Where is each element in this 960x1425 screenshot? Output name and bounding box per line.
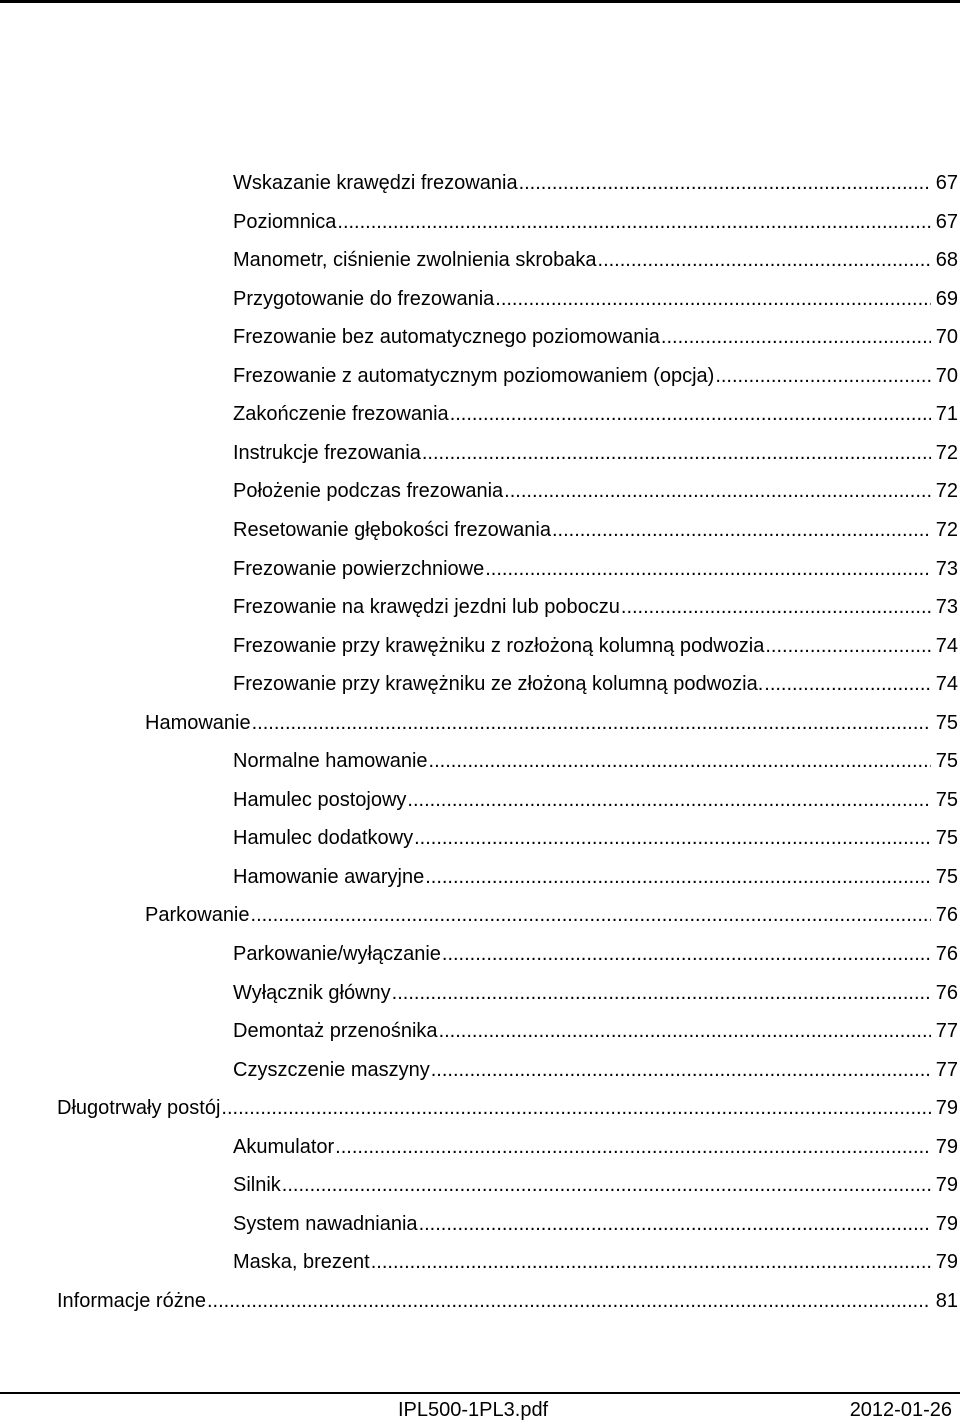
toc-dot-leader [252,704,931,743]
toc-entry-page-number: 75 [935,750,958,773]
toc-entry-page-number: 73 [935,596,958,619]
toc-dot-leader [442,935,931,974]
page-footer [0,1392,960,1425]
toc-entry-page-number: 67 [935,172,958,194]
toc-dot-leader [335,1128,931,1167]
toc-entry[interactable] [233,1128,958,1167]
toc-dot-leader [598,241,931,280]
toc-entry[interactable] [233,781,958,820]
toc-entry-page-number: 75 [935,711,958,734]
toc-entry[interactable] [233,1205,958,1244]
toc-entry-page-number: 73 [935,557,958,580]
toc-entry-page-number: 79 [935,1174,958,1197]
toc-entry-page-number: 74 [935,634,958,657]
toc-entry-title: Resetowanie głębokości frezowania [233,518,551,541]
toc-entry-page-number: 69 [935,287,958,310]
toc-dot-leader [251,896,931,935]
toc-entry-page-number: 79 [935,1251,958,1274]
toc-entry-title: Normalne hamowanie [233,750,428,773]
toc-entry-page-number: 68 [935,249,958,272]
toc-entry-title: Frezowanie przy krawężniku ze złożoną kolumną podwozia. [233,673,764,696]
toc-entry-page-number: 74 [935,673,958,696]
toc-entry-title: Manometr, ciśnienie zwolnienia skrobaka [233,249,597,272]
toc-entry-title: Przygotowanie do frezowania [233,287,495,310]
toc-dot-leader [425,858,931,897]
toc-entry-title: Frezowanie na krawędzi jezdni lub poboczu [233,596,620,619]
footer-date: 2012-01-26 [849,1399,952,1421]
toc-entry-title: Zakończenie frezowania [233,403,449,426]
toc-entry-page-number: 79 [935,1135,958,1158]
toc-entry-title: Wskazanie krawędzi frezowania [233,172,518,194]
toc-entry[interactable] [233,1051,958,1090]
toc-entry-title: Położenie podczas frezowania [233,480,504,503]
toc-entry-page-number: 76 [935,943,958,965]
toc-entry-page-number: 79 [935,1097,958,1120]
toc-entry-page-number: 70 [935,364,958,387]
toc-entry[interactable] [233,395,958,434]
toc-entry[interactable] [145,704,958,743]
toc-entry-title: System nawadniania [233,1212,418,1235]
toc-entry-title: Parkowanie/wyłączanie [233,943,441,965]
toc-dot-leader [414,819,931,858]
toc-entry-title: Hamowanie awaryjne [233,865,425,888]
toc-entry-title: Frezowanie bez automatycznego poziomowania [233,326,660,349]
toc-entry-title: Długotrwały postój [57,1097,221,1120]
toc-entry[interactable] [233,318,958,357]
toc-entry[interactable] [233,627,958,666]
toc-entry[interactable] [57,1282,958,1321]
toc-entry[interactable] [233,511,958,550]
toc-dot-leader [504,472,931,511]
toc-entry-title: Poziomnica [233,210,337,233]
toc-entry-page-number: 76 [935,904,958,927]
toc-entry[interactable] [233,472,958,511]
toc-dot-leader [439,1012,931,1051]
toc-entry-page-number: 75 [935,827,958,850]
toc-entry-page-number: 81 [935,1289,958,1312]
toc-dot-leader [450,395,931,434]
toc-entry[interactable] [233,550,958,589]
toc-entry[interactable] [233,280,958,319]
toc-entry[interactable] [233,1166,958,1205]
toc-entry-title: Frezowanie przy krawężniku z rozłożoną kolumną podwozia [233,634,765,657]
toc-dot-leader [661,318,931,357]
toc-entry-title: Instrukcje frezowania [233,441,421,464]
toc-entry-page-number: 76 [935,981,958,1004]
footer-filename: IPL500-1PL3.pdf [398,1399,549,1421]
toc-dot-leader [621,588,931,627]
toc-entry-title: Demontaż przenośnika [233,1020,438,1043]
toc-dot-leader [221,1089,930,1128]
toc-dot-leader [392,974,931,1013]
toc-entry[interactable] [233,588,958,627]
toc-dot-leader [282,1166,931,1205]
toc-entry-page-number: 72 [935,441,958,464]
toc-dot-leader [419,1205,931,1244]
toc-entry[interactable] [233,742,958,781]
toc-entry-title: Parkowanie [145,904,250,927]
toc-entry[interactable] [233,241,958,280]
toc-entry-page-number: 75 [935,788,958,811]
toc-dot-leader [371,1243,931,1282]
toc-entry-title: Czyszczenie maszyny [233,1058,430,1081]
toc-dot-leader [552,511,931,550]
toc-dot-leader [431,1051,931,1090]
toc-entry-title: Hamulec dodatkowy [233,827,414,850]
toc-entry-title: Frezowanie z automatycznym poziomowaniem (opcja) [233,364,715,387]
toc-entry[interactable] [233,164,958,203]
toc-entry-title: Informacje różne [57,1289,206,1312]
toc-entry[interactable] [145,896,958,935]
toc-dot-leader [407,781,930,820]
toc-entry-page-number: 67 [935,210,958,233]
toc-dot-leader [207,1282,931,1321]
toc-entry[interactable] [233,819,958,858]
toc-entry[interactable] [233,1012,958,1051]
toc-dot-leader [764,665,930,704]
toc-entry[interactable] [57,1089,958,1128]
toc-dot-leader [337,203,930,242]
toc-dot-leader [429,742,931,781]
toc-entry[interactable] [233,434,958,473]
toc-entry-title: Hamulec postojowy [233,788,407,811]
toc-dot-leader [422,434,931,473]
toc-entry-page-number: 72 [935,518,958,541]
toc-entry-title: Silnik [233,1174,281,1197]
toc-entry-page-number: 75 [935,865,958,888]
toc-entry-page-number: 71 [935,403,958,426]
toc-entry-title: Frezowanie powierzchniowe [233,557,485,580]
toc-dot-leader [519,164,931,203]
toc-entry-page-number: 72 [935,480,958,503]
toc-entry-page-number: 79 [935,1212,958,1235]
toc-entry[interactable] [233,974,958,1013]
toc-entry-page-number: 70 [935,326,958,349]
toc-dot-leader [495,280,930,319]
toc-entry[interactable] [233,357,958,396]
toc-entry[interactable] [233,665,958,704]
toc-entry[interactable] [233,1243,958,1282]
toc-dot-leader [715,357,930,396]
toc-entry[interactable] [233,935,958,974]
toc-entry[interactable] [233,203,958,242]
toc-entry-page-number: 77 [935,1020,958,1043]
page-top-rule [0,0,960,3]
toc-entry-title: Maska, brezent [233,1251,370,1274]
toc-dot-leader [765,627,930,666]
toc-entry-page-number: 77 [935,1058,958,1081]
toc-entry-title: Wyłącznik główny [233,981,391,1004]
toc-dot-leader [485,550,931,589]
toc-entry[interactable] [233,858,958,897]
toc-entry-title: Akumulator [233,1135,335,1158]
toc-entry-title: Hamowanie [145,711,251,734]
